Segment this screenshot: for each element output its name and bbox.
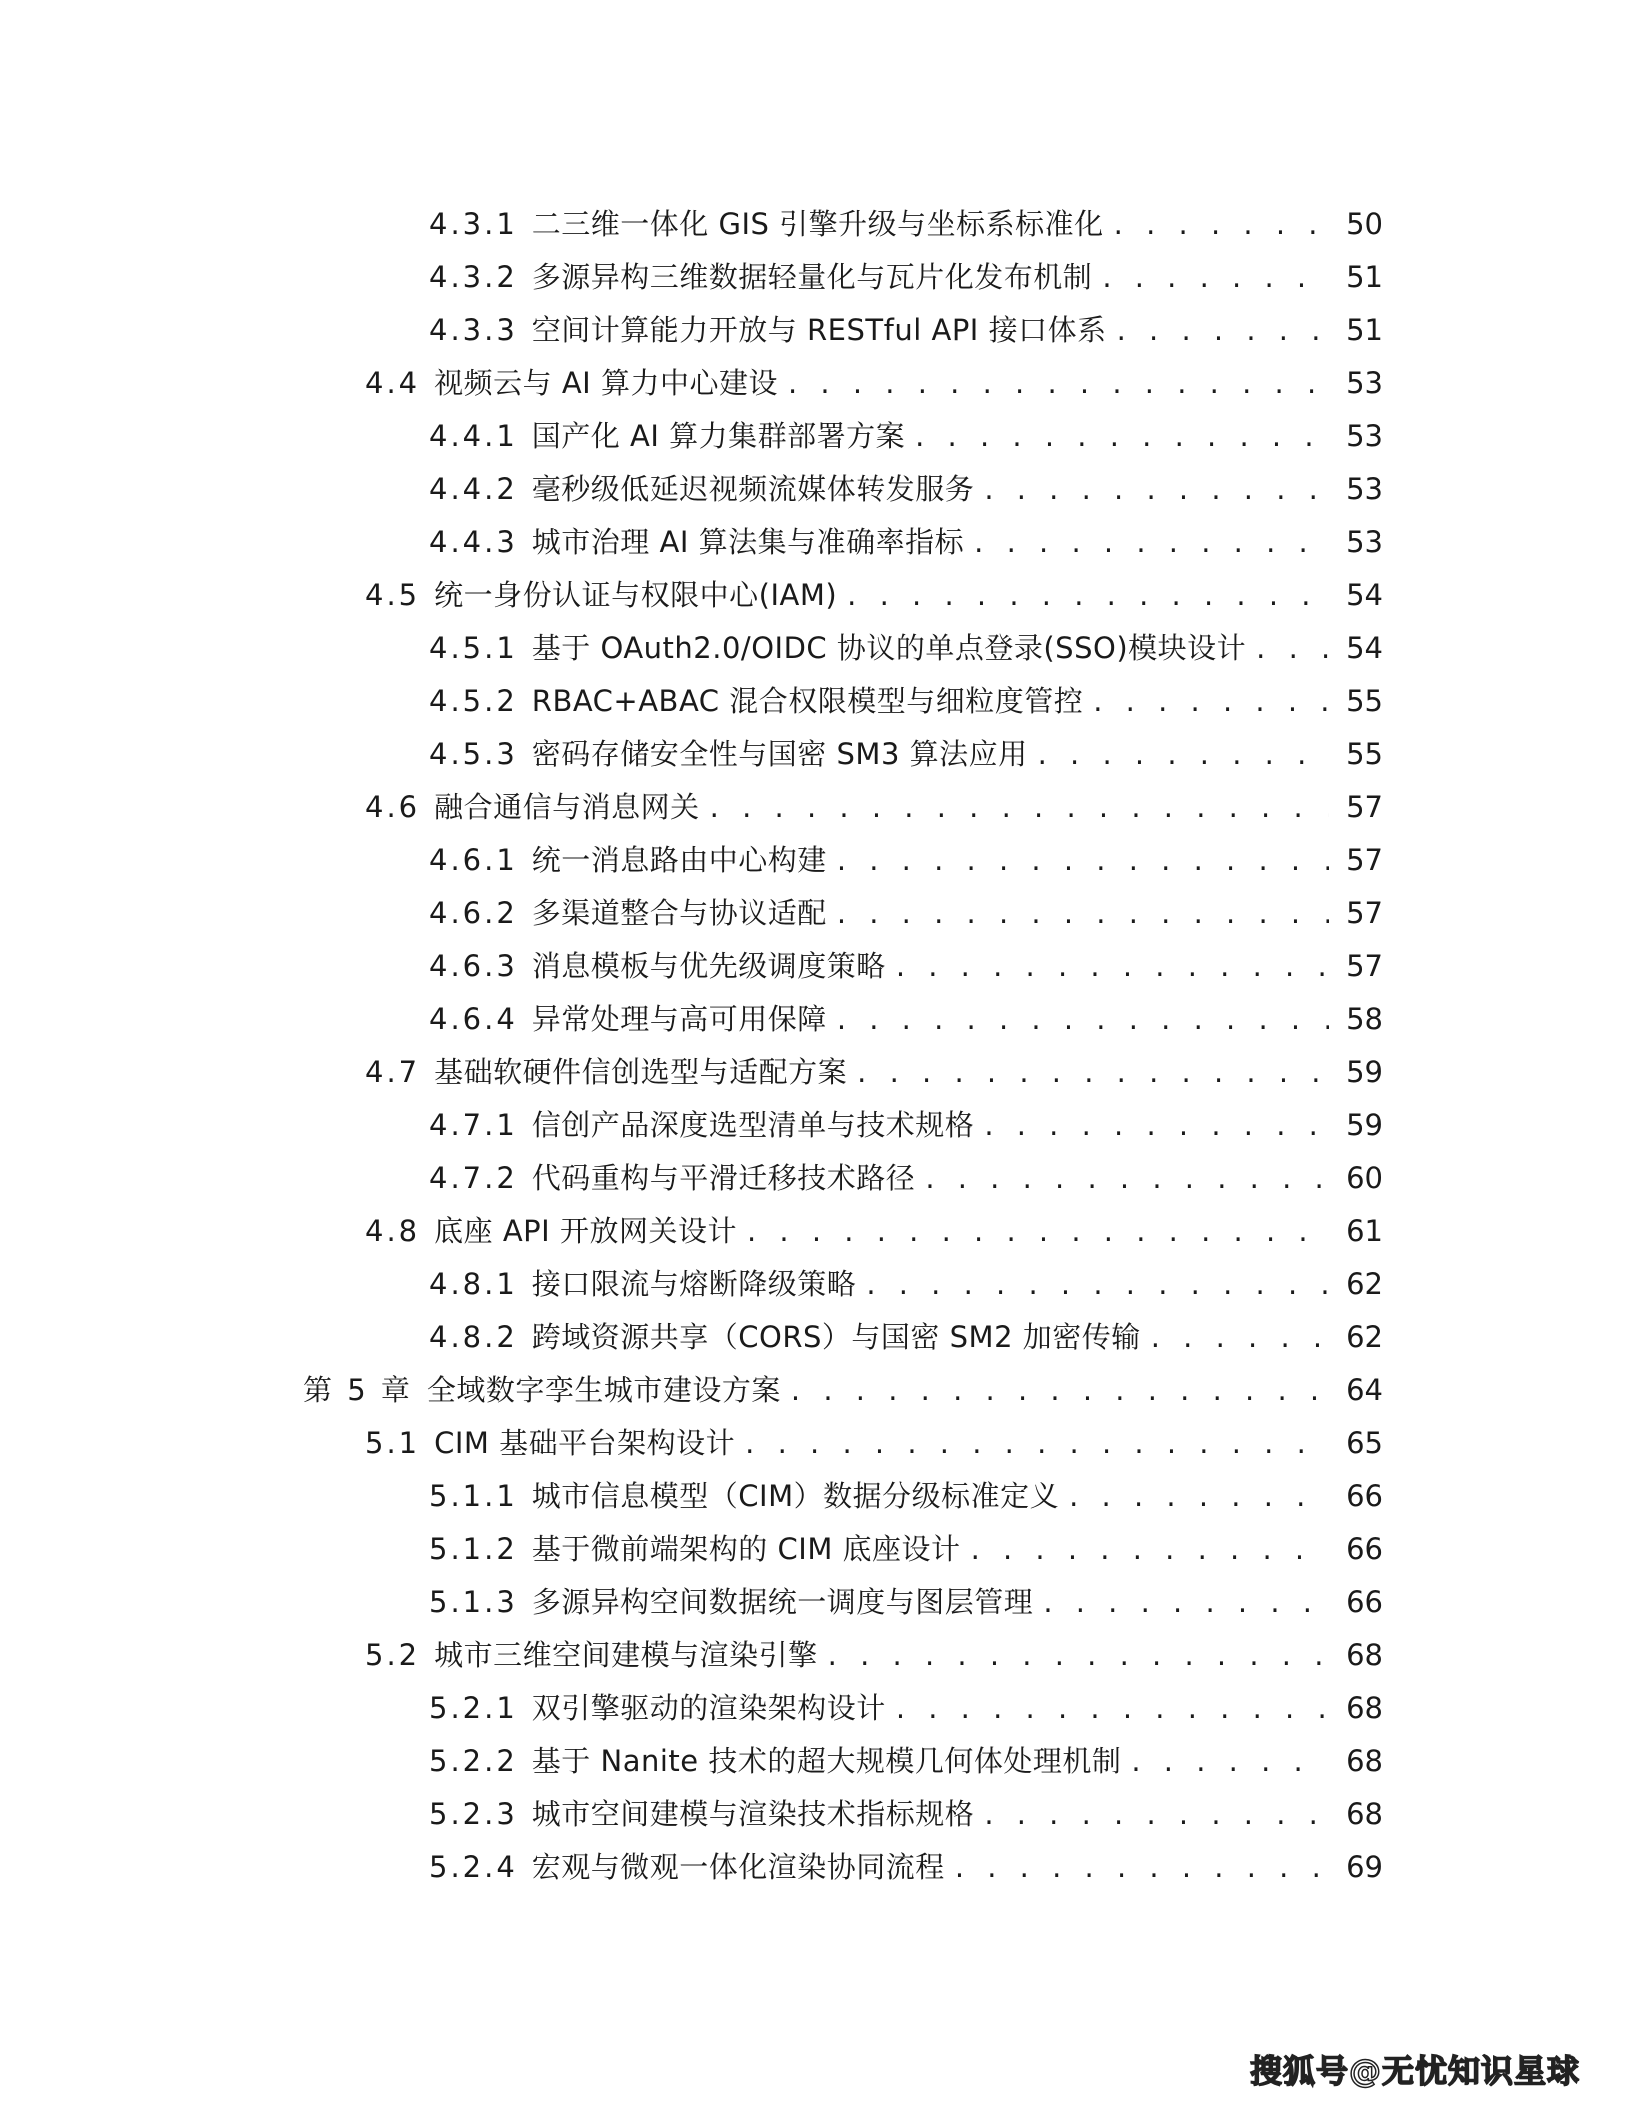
- toc-entry[interactable]: [0, 1364, 1632, 1417]
- toc-entry[interactable]: [0, 1576, 1632, 1629]
- toc-entry-page-number: 53: [1346, 525, 1383, 559]
- toc-entry-title: 基于 OAuth2.0/OIDC 协议的单点登录(SSO)模块设计: [531, 631, 1247, 665]
- toc-entry[interactable]: [0, 940, 1632, 993]
- toc-entry-title: 代码重构与平滑迁移技术路径: [531, 1161, 916, 1195]
- toc-dot-leader: [1093, 675, 1329, 728]
- toc-entry[interactable]: [0, 1470, 1632, 1523]
- toc-entry-page-number: 57: [1346, 896, 1383, 930]
- toc-entry-page-number: 53: [1346, 472, 1383, 506]
- toc-entry-page-number: 57: [1346, 790, 1383, 824]
- toc-entry[interactable]: [0, 251, 1632, 304]
- toc-entry-page-number: 69: [1346, 1850, 1383, 1884]
- toc-entry-number: 4.3.2: [429, 260, 518, 294]
- toc-entry-title: 城市治理 AI 算法集与准确率指标: [531, 525, 965, 559]
- toc-entry-title: 基于微前端架构的 CIM 底座设计: [531, 1532, 961, 1566]
- toc-entry[interactable]: [0, 1046, 1632, 1099]
- toc-entry-title: 双引擎驱动的渲染架构设计: [531, 1691, 886, 1725]
- toc-entry-number: 4.8.1: [429, 1267, 518, 1301]
- toc-entry-page-number: 66: [1346, 1479, 1383, 1513]
- toc-entry[interactable]: [0, 1417, 1632, 1470]
- toc-dot-leader: [828, 1629, 1329, 1682]
- toc-entry[interactable]: [0, 1311, 1632, 1364]
- toc-entry-title: 多源异构三维数据轻量化与瓦片化发布机制: [531, 260, 1093, 294]
- toc-dot-leader: [866, 1258, 1329, 1311]
- toc-dot-leader: [1151, 1311, 1329, 1364]
- toc-entry-number: 5.1.2: [429, 1532, 518, 1566]
- toc-entry-title: 视频云与 AI 算力中心建设: [434, 366, 778, 400]
- toc-entry-number: 4.4.2: [429, 472, 518, 506]
- toc-entry-title: 毫秒级低延迟视频流媒体转发服务: [531, 472, 975, 506]
- toc-dot-leader: [745, 1417, 1329, 1470]
- toc-entry-title: 城市空间建模与渲染技术指标规格: [531, 1797, 975, 1831]
- toc-entry[interactable]: [0, 1099, 1632, 1152]
- toc-entry[interactable]: [0, 463, 1632, 516]
- toc-entry[interactable]: [0, 1788, 1632, 1841]
- toc-entry[interactable]: [0, 410, 1632, 463]
- toc-entry-page-number: 60: [1346, 1161, 1383, 1195]
- toc-entry-number: 5.2: [365, 1638, 421, 1672]
- toc-entry[interactable]: [0, 993, 1632, 1046]
- toc-dot-leader: [1131, 1735, 1329, 1788]
- toc-dot-leader: [984, 463, 1329, 516]
- toc-dot-leader: [1114, 198, 1329, 251]
- toc-entry-number: 4.6.2: [429, 896, 518, 930]
- toc-entry-number: 5.2.3: [429, 1797, 518, 1831]
- toc-entry-number: 4.8.2: [429, 1320, 518, 1354]
- toc-entry-page-number: 68: [1346, 1691, 1383, 1725]
- toc-entry-title: 底座 API 开放网关设计: [434, 1214, 737, 1248]
- watermark: 搜狐号@无忧知识星球: [1249, 2052, 1580, 2090]
- toc-entry-number: 4.5.3: [429, 737, 518, 771]
- toc-entry-title: 多渠道整合与协议适配: [531, 896, 827, 930]
- toc-entry-number: 5.2.2: [429, 1744, 518, 1778]
- toc-entry-title: 宏观与微观一体化渲染协同流程: [531, 1850, 945, 1884]
- toc-entry-page-number: 51: [1346, 313, 1383, 347]
- toc-entry-page-number: 64: [1346, 1373, 1383, 1407]
- table-of-contents: [0, 198, 1632, 1894]
- toc-dot-leader: [971, 1523, 1329, 1576]
- toc-entry[interactable]: [0, 516, 1632, 569]
- toc-entry-title: 多源异构空间数据统一调度与图层管理: [531, 1585, 1034, 1619]
- toc-entry-page-number: 55: [1346, 737, 1383, 771]
- toc-dot-leader: [837, 887, 1329, 940]
- toc-entry-number: 5.1: [365, 1426, 421, 1460]
- toc-entry[interactable]: [0, 887, 1632, 940]
- toc-entry-title: 统一身份认证与权限中心(IAM): [434, 578, 838, 612]
- toc-entry-page-number: 57: [1346, 843, 1383, 877]
- toc-dot-leader: [984, 1099, 1329, 1152]
- toc-entry[interactable]: [0, 198, 1632, 251]
- toc-entry-number: 4.4: [365, 366, 421, 400]
- toc-entry-number: 4.5: [365, 578, 421, 612]
- toc-entry-number: 4.8: [365, 1214, 421, 1248]
- toc-dot-leader: [1069, 1470, 1329, 1523]
- toc-entry-title: 基础软硬件信创选型与适配方案: [434, 1055, 848, 1089]
- toc-entry-number: 4.6.4: [429, 1002, 518, 1036]
- toc-entry-page-number: 51: [1346, 260, 1383, 294]
- toc-entry-page-number: 54: [1346, 578, 1383, 612]
- toc-entry[interactable]: [0, 1629, 1632, 1682]
- toc-dot-leader: [837, 834, 1329, 887]
- toc-dot-leader: [710, 781, 1329, 834]
- toc-entry-page-number: 66: [1346, 1532, 1383, 1566]
- toc-entry[interactable]: [0, 781, 1632, 834]
- toc-entry[interactable]: [0, 675, 1632, 728]
- toc-entry-page-number: 55: [1346, 684, 1383, 718]
- toc-dot-leader: [984, 1788, 1329, 1841]
- toc-entry-number: 4.4.3: [429, 525, 518, 559]
- toc-dot-leader: [925, 1152, 1329, 1205]
- toc-entry-page-number: 53: [1346, 419, 1383, 453]
- toc-entry-title: CIM 基础平台架构设计: [434, 1426, 736, 1460]
- toc-entry-page-number: 58: [1346, 1002, 1383, 1036]
- toc-entry-page-number: 59: [1346, 1108, 1383, 1142]
- toc-entry-number: 第 5 章: [303, 1373, 413, 1407]
- toc-entry-page-number: 61: [1346, 1214, 1383, 1248]
- toc-entry-number: 4.3.1: [429, 207, 518, 241]
- toc-entry-page-number: 65: [1346, 1426, 1383, 1460]
- toc-dot-leader: [915, 410, 1329, 463]
- toc-entry-page-number: 62: [1346, 1320, 1383, 1354]
- toc-dot-leader: [1043, 1576, 1329, 1629]
- toc-entry-title: 空间计算能力开放与 RESTful API 接口体系: [531, 313, 1107, 347]
- toc-entry[interactable]: [0, 304, 1632, 357]
- toc-dot-leader: [896, 1682, 1329, 1735]
- toc-entry-title: 二三维一体化 GIS 引擎升级与坐标系标准化: [531, 207, 1104, 241]
- toc-entry-title: 信创产品深度选型清单与技术规格: [531, 1108, 975, 1142]
- toc-dot-leader: [791, 1364, 1329, 1417]
- toc-dot-leader: [857, 1046, 1329, 1099]
- toc-entry[interactable]: [0, 1258, 1632, 1311]
- toc-dot-leader: [1102, 251, 1329, 304]
- toc-entry[interactable]: [0, 1735, 1632, 1788]
- toc-dot-leader: [896, 940, 1329, 993]
- toc-entry-title: 基于 Nanite 技术的超大规模几何体处理机制: [531, 1744, 1122, 1778]
- toc-entry-page-number: 53: [1346, 366, 1383, 400]
- toc-entry-title: 接口限流与熔断降级策略: [531, 1267, 857, 1301]
- toc-entry[interactable]: [0, 1152, 1632, 1205]
- toc-entry-page-number: 50: [1346, 207, 1383, 241]
- toc-entry-number: 4.3.3: [429, 313, 518, 347]
- toc-entry-title: 消息模板与优先级调度策略: [531, 949, 886, 983]
- toc-entry-number: 4.5.2: [429, 684, 518, 718]
- toc-entry[interactable]: [0, 1682, 1632, 1735]
- toc-entry-page-number: 62: [1346, 1267, 1383, 1301]
- toc-entry-number: 4.7: [365, 1055, 421, 1089]
- toc-entry-title: 城市信息模型（CIM）数据分级标准定义: [531, 1479, 1060, 1513]
- toc-entry[interactable]: [0, 1523, 1632, 1576]
- toc-entry-page-number: 68: [1346, 1797, 1383, 1831]
- toc-entry-number: 4.6: [365, 790, 421, 824]
- toc-dot-leader: [847, 569, 1329, 622]
- toc-entry-title: 国产化 AI 算力集群部署方案: [531, 419, 906, 453]
- toc-entry-title: 城市三维空间建模与渲染引擎: [434, 1638, 818, 1672]
- toc-entry-number: 4.7.2: [429, 1161, 518, 1195]
- toc-entry-page-number: 54: [1346, 631, 1383, 665]
- toc-dot-leader: [955, 1841, 1329, 1894]
- toc-entry[interactable]: [0, 728, 1632, 781]
- toc-entry[interactable]: [0, 834, 1632, 887]
- toc-entry-number: 4.5.1: [429, 631, 518, 665]
- toc-entry-title: 密码存储安全性与国密 SM3 算法应用: [531, 737, 1028, 771]
- toc-entry-number: 4.6.1: [429, 843, 518, 877]
- toc-dot-leader: [788, 357, 1329, 410]
- toc-entry[interactable]: [0, 569, 1632, 622]
- toc-dot-leader: [1256, 622, 1329, 675]
- toc-entry-number: 4.6.3: [429, 949, 518, 983]
- toc-entry-title: RBAC+ABAC 混合权限模型与细粒度管控: [531, 684, 1084, 718]
- toc-entry-title: 统一消息路由中心构建: [531, 843, 827, 877]
- toc-entry-page-number: 66: [1346, 1585, 1383, 1619]
- toc-entry-number: 5.1.1: [429, 1479, 518, 1513]
- toc-dot-leader: [1038, 728, 1329, 781]
- toc-entry[interactable]: [0, 1205, 1632, 1258]
- toc-entry-number: 5.2.4: [429, 1850, 518, 1884]
- toc-dot-leader: [747, 1205, 1329, 1258]
- toc-entry-number: 4.4.1: [429, 419, 518, 453]
- toc-entry-page-number: 59: [1346, 1055, 1383, 1089]
- toc-entry[interactable]: [0, 1841, 1632, 1894]
- toc-dot-leader: [974, 516, 1329, 569]
- toc-entry-title: 异常处理与高可用保障: [531, 1002, 827, 1036]
- toc-entry[interactable]: [0, 622, 1632, 675]
- toc-entry-page-number: 68: [1346, 1744, 1383, 1778]
- toc-dot-leader: [1117, 304, 1329, 357]
- toc-entry-number: 4.7.1: [429, 1108, 518, 1142]
- toc-entry-title: 融合通信与消息网关: [434, 790, 700, 824]
- toc-entry-page-number: 57: [1346, 949, 1383, 983]
- toc-entry-page-number: 68: [1346, 1638, 1383, 1672]
- toc-entry-number: 5.1.3: [429, 1585, 518, 1619]
- toc-entry-title: 全域数字孪生城市建设方案: [426, 1373, 781, 1407]
- toc-entry-number: 5.2.1: [429, 1691, 518, 1725]
- toc-entry[interactable]: [0, 357, 1632, 410]
- toc-dot-leader: [837, 993, 1329, 1046]
- toc-entry-title: 跨域资源共享（CORS）与国密 SM2 加密传输: [531, 1320, 1141, 1354]
